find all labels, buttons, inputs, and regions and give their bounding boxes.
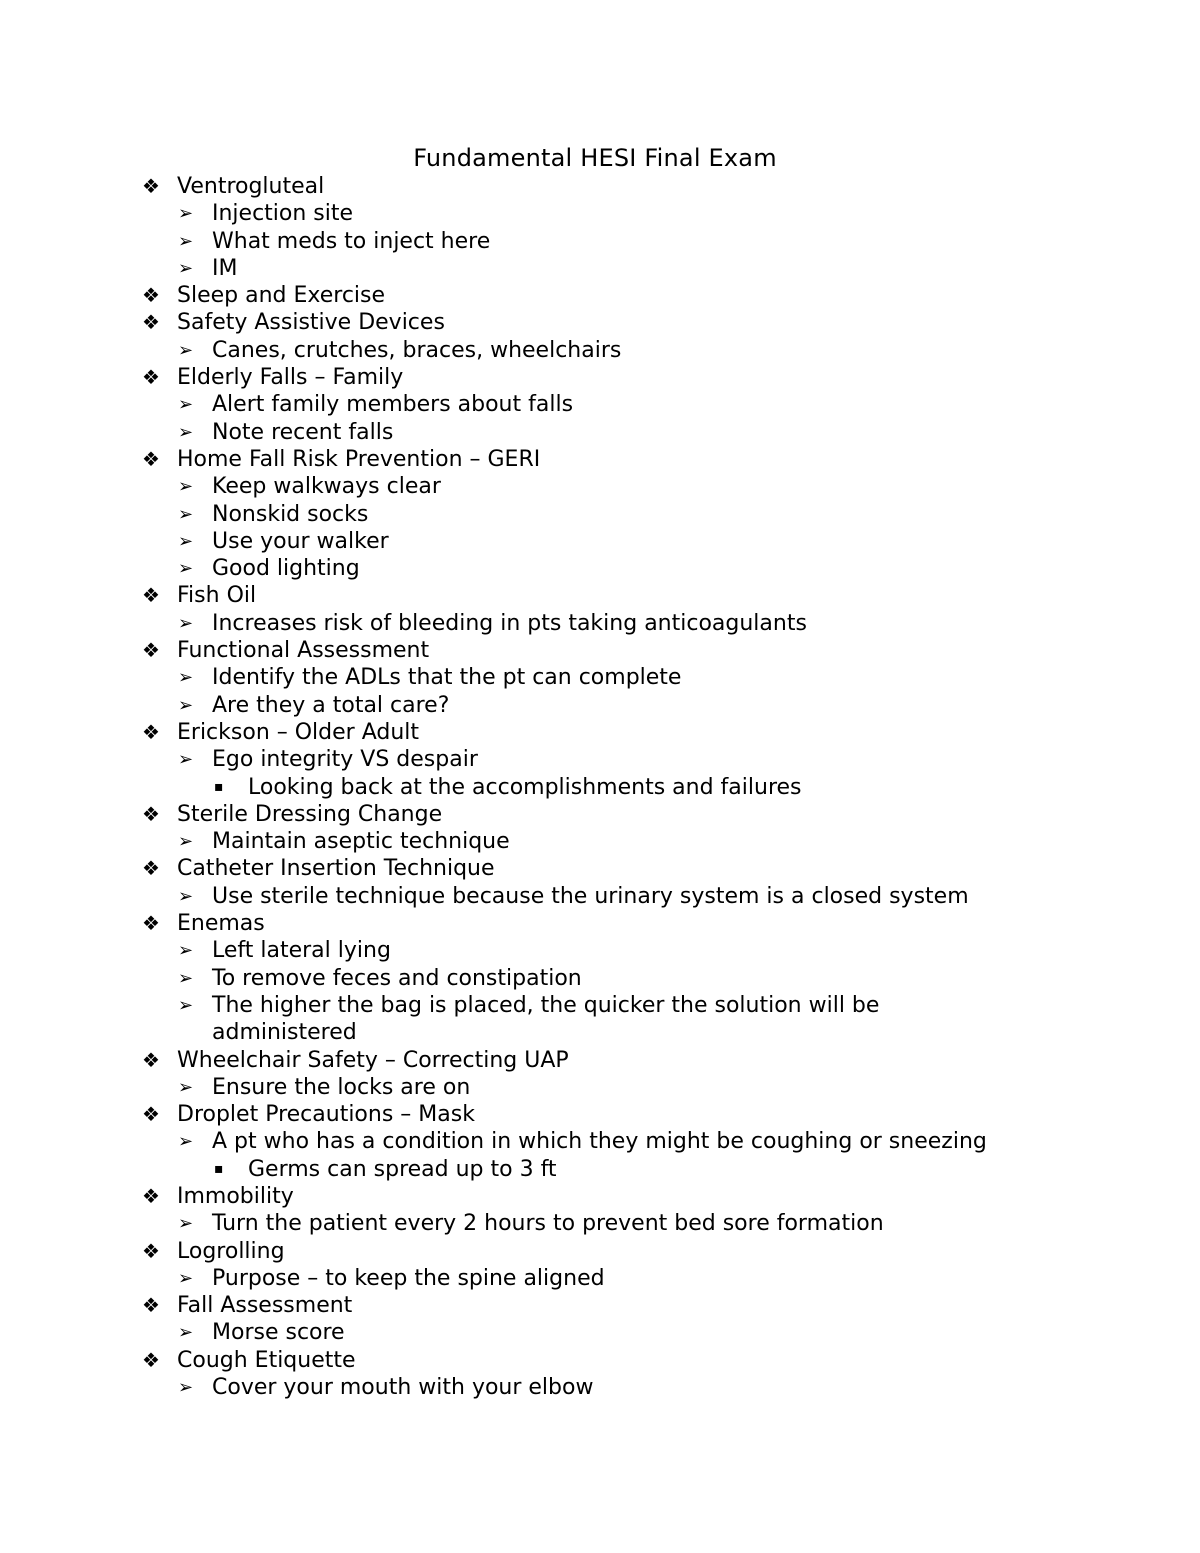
outline-item-text: Use sterile technique because the urinary system is a closed system [212,883,969,909]
outline-item-text: To remove feces and constipation [212,965,582,991]
arrow-bullet-icon: ➢ [178,230,194,252]
arrow-bullet-icon: ➢ [178,503,194,525]
outline-item-text: Erickson – Older Adult [177,719,420,745]
outline-item-text: Functional Assessment [177,638,430,664]
arrow-bullet-icon: ➢ [178,203,194,225]
outline-item-text: Cough Etiquette [177,1347,356,1373]
diamond-bullet-icon: ❖ [142,1047,160,1072]
outline-item-level-1 [0,1210,1200,1237]
outline-item-text: Elderly Falls – Family [177,365,404,391]
outline-item-text: Canes, crutches, braces, wheelchairs [212,337,622,363]
outline-item-text: Fish Oil [177,583,257,609]
arrow-bullet-icon: ➢ [178,994,194,1016]
diamond-bullet-icon: ❖ [142,174,160,198]
diamond-bullet-icon: ❖ [142,365,160,390]
diamond-bullet-icon: ❖ [142,1102,160,1127]
diamond-bullet-icon: ❖ [142,1293,160,1318]
outline-item-level-0 [0,1101,1200,1128]
outline-item-level-1 [0,965,1200,992]
outline-item-level-1 [0,692,1200,719]
outline-item-level-1 [0,1374,1200,1401]
outline-item-level-1 [0,391,1200,418]
diamond-bullet-icon: ❖ [142,1238,160,1263]
arrow-bullet-icon: ➢ [178,831,194,853]
outline-item-text: The higher the bag is placed, the quicker the solution will be [212,992,880,1018]
page-title: Fundamental HESI Final Exam [413,144,777,172]
outline-item-level-0 [0,1047,1200,1074]
outline-item-level-1 [0,1265,1200,1292]
outline-item-text: IM [212,255,238,281]
outline-item-text: Alert family members about falls [212,392,574,418]
outline-item-text: Morse score [212,1320,345,1346]
bullet-outline [0,173,1200,1401]
outline-item-level-1 [0,228,1200,255]
diamond-bullet-icon: ❖ [142,1347,160,1372]
arrow-bullet-icon: ➢ [178,1322,194,1344]
outline-item-text: Fall Assessment [177,1293,353,1319]
outline-item-text: Looking back at the accomplishments and failures [248,774,802,800]
outline-item-level-0 [0,173,1200,200]
outline-item-level-0 [0,719,1200,746]
arrow-bullet-icon: ➢ [178,749,194,771]
diamond-bullet-icon: ❖ [142,1183,160,1208]
arrow-bullet-icon: ➢ [178,1267,194,1289]
arrow-bullet-icon: ➢ [178,476,194,498]
arrow-bullet-icon: ➢ [178,885,194,907]
outline-item-level-0 [0,910,1200,937]
outline-item-text: A pt who has a condition in which they might be coughing or sneezing [212,1129,987,1155]
diamond-bullet-icon: ❖ [142,801,160,826]
outline-item-text: Note recent falls [212,419,394,445]
square-bullet-icon: ▪ [214,778,224,795]
outline-item-level-0 [0,1347,1200,1374]
outline-item-level-1 [0,555,1200,582]
arrow-bullet-icon: ➢ [178,940,194,962]
arrow-bullet-icon: ➢ [178,558,194,580]
outline-item-level-1 [0,828,1200,855]
diamond-bullet-icon: ❖ [142,719,160,744]
outline-item-level-2 [0,774,1200,801]
outline-item-text: Maintain aseptic technique [212,829,510,855]
outline-item-text: Sleep and Exercise [177,283,386,309]
outline-item-level-1 [0,746,1200,773]
diamond-bullet-icon: ❖ [142,283,160,308]
outline-item-text: Home Fall Risk Prevention – GERI [177,446,541,472]
diamond-bullet-icon: ❖ [142,310,160,335]
square-bullet-icon: ▪ [214,1160,224,1177]
arrow-bullet-icon: ➢ [178,257,194,279]
outline-item-text: Nonskid socks [212,501,369,527]
outline-item-level-1 [0,1019,1200,1046]
outline-item-level-0 [0,582,1200,609]
diamond-bullet-icon: ❖ [142,583,160,608]
outline-item-level-1 [0,419,1200,446]
outline-item-level-0 [0,1238,1200,1265]
outline-item-text: Ego integrity VS despair [212,747,478,773]
diamond-bullet-icon: ❖ [142,911,160,936]
outline-item-level-1 [0,255,1200,282]
outline-item-level-1 [0,528,1200,555]
outline-item-text: Purpose – to keep the spine aligned [212,1265,605,1291]
outline-item-level-0 [0,309,1200,336]
outline-item-level-1 [0,883,1200,910]
outline-item-level-0 [0,1183,1200,1210]
outline-item-level-2 [0,1156,1200,1183]
diamond-bullet-icon: ❖ [142,638,160,663]
outline-item-text: Good lighting [212,556,360,582]
outline-item-text: Increases risk of bleeding in pts taking anticoagulants [212,610,807,636]
outline-item-level-1 [0,1319,1200,1346]
outline-item-level-1 [0,473,1200,500]
outline-item-level-1 [0,992,1200,1019]
diamond-bullet-icon: ❖ [142,446,160,471]
outline-item-text: Ventrogluteal [177,174,325,199]
outline-item-level-0 [0,282,1200,309]
outline-item-level-0 [0,855,1200,882]
outline-item-text: Use your walker [212,528,389,554]
outline-item-level-0 [0,364,1200,391]
outline-item-level-0 [0,801,1200,828]
outline-item-text: Wheelchair Safety – Correcting UAP [177,1047,569,1073]
diamond-bullet-icon: ❖ [142,856,160,881]
outline-item-level-1 [0,1074,1200,1101]
outline-item-text: administered [212,1020,357,1046]
arrow-bullet-icon: ➢ [178,339,194,361]
outline-item-text: What meds to inject here [212,228,491,254]
arrow-bullet-icon: ➢ [178,667,194,689]
outline-item-text: Sterile Dressing Change [177,801,443,827]
outline-item-level-0 [0,446,1200,473]
outline-item-level-1 [0,501,1200,528]
outline-item-level-1 [0,337,1200,364]
outline-item-text: Catheter Insertion Technique [177,856,495,882]
outline-item-text: Keep walkways clear [212,474,441,500]
arrow-bullet-icon: ➢ [178,694,194,716]
outline-item-level-0 [0,637,1200,664]
outline-item-text: Logrolling [177,1238,285,1264]
outline-item-text: Are they a total care? [212,692,450,718]
outline-item-text: Germs can spread up to 3 ft [248,1156,557,1182]
outline-item-text: Injection site [212,201,354,227]
outline-item-level-1 [0,937,1200,964]
arrow-bullet-icon: ➢ [178,612,194,634]
arrow-bullet-icon: ➢ [178,394,194,416]
outline-item-text: Identify the ADLs that the pt can complete [212,665,682,691]
outline-item-text: Cover your mouth with your elbow [212,1375,594,1401]
arrow-bullet-icon: ➢ [178,421,194,443]
outline-item-level-1 [0,610,1200,637]
outline-item-text: Safety Assistive Devices [177,310,445,336]
outline-item-level-0 [0,1292,1200,1319]
arrow-bullet-icon: ➢ [178,1076,194,1098]
outline-item-level-1 [0,1128,1200,1155]
arrow-bullet-icon: ➢ [178,1377,194,1399]
arrow-bullet-icon: ➢ [178,967,194,989]
outline-item-text: Turn the patient every 2 hours to prevent bed sore formation [212,1211,884,1237]
outline-item-level-1 [0,664,1200,691]
arrow-bullet-icon: ➢ [178,1131,194,1153]
outline-item-text: Droplet Precautions – Mask [177,1102,475,1128]
outline-item-level-1 [0,200,1200,227]
outline-item-text: Immobility [177,1183,294,1209]
outline-item-text: Left lateral lying [212,938,391,964]
outline-item-text: Ensure the locks are on [212,1074,471,1100]
outline-item-text: Enemas [177,911,265,937]
arrow-bullet-icon: ➢ [178,1213,194,1235]
arrow-bullet-icon: ➢ [178,530,194,552]
